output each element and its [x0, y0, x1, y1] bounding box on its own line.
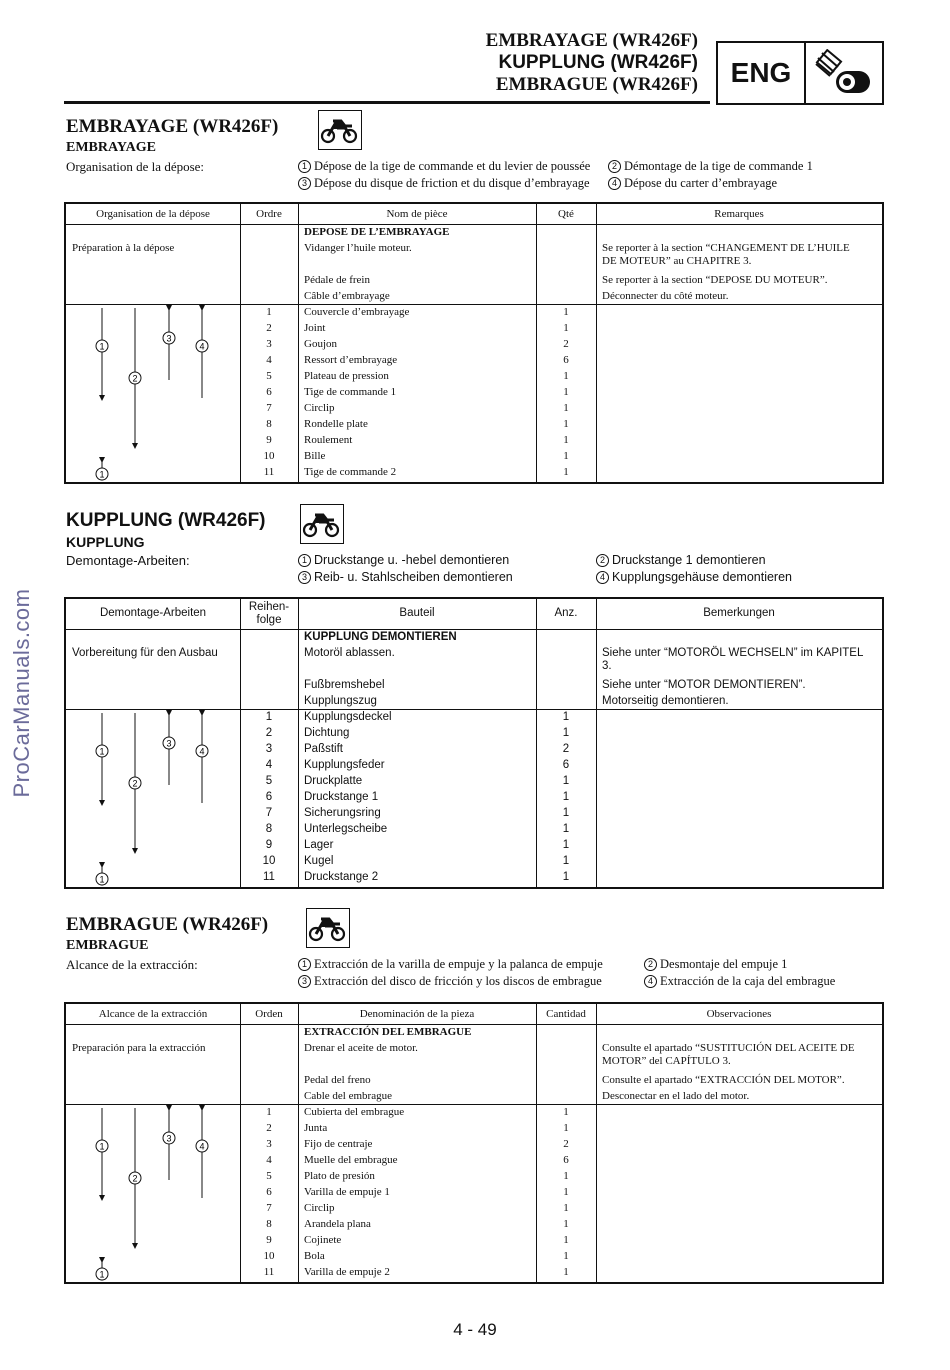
header-rule — [64, 101, 710, 104]
svg-text:3: 3 — [166, 738, 172, 749]
table-prep-remark: Consulte el apartado “SUSTITUCIÓN DEL ACEITE DE — [602, 1042, 855, 1054]
table-header-cell — [298, 607, 536, 620]
table-prep-part: Cable del embrague — [304, 1090, 392, 1102]
table-quantity: 1 — [563, 306, 569, 318]
table-quantity: 1 — [563, 1202, 569, 1214]
table-column-divider — [596, 204, 597, 482]
removal-step — [298, 974, 602, 989]
table-header-text: Qté — [558, 208, 574, 220]
table-quantity: 2 — [563, 338, 569, 350]
arrow-step-label — [163, 737, 175, 749]
table-quantity: 1 — [563, 1218, 569, 1230]
table-header-cell — [240, 208, 298, 221]
table-header-text: Bauteil — [399, 607, 435, 619]
table-order: 11 — [263, 871, 275, 883]
table-quantity: 1 — [563, 466, 569, 478]
table-prep-remark: Déconnecter du côté moteur. — [602, 290, 729, 302]
table-order: 5 — [266, 1170, 272, 1182]
table-quantity: 1 — [563, 1266, 569, 1278]
table-order: 3 — [265, 743, 273, 755]
eng-badge-divider — [804, 43, 806, 103]
table-order: 10 — [263, 450, 275, 462]
table-order: 6 — [265, 791, 273, 803]
svg-text:2: 2 — [132, 1173, 138, 1184]
table-prep-part: Fußbremshebel — [304, 679, 385, 691]
table-column-divider — [298, 1004, 299, 1282]
table-quantity: 1 — [562, 711, 570, 723]
header-title-de: KUPPLUNG (WR426F) — [498, 52, 698, 73]
arrow-step-label — [196, 1140, 208, 1152]
arrow-step-label — [96, 1140, 108, 1152]
table-part-name: Kugel — [304, 855, 334, 867]
table-column-divider — [596, 599, 597, 887]
table-prep-label: Préparation à la dépose — [72, 242, 175, 254]
table-prep-remark: Se reporter à la section “DEPOSE DU MOTEUR”. — [602, 274, 828, 286]
header-titles — [486, 30, 698, 96]
table-part-name: Roulement — [304, 434, 353, 446]
table-order: 8 — [265, 823, 273, 835]
table-quantity: 1 — [563, 418, 569, 430]
table-part-name: Unterlegscheibe — [304, 823, 388, 835]
table-quantity: 1 — [563, 1170, 569, 1182]
table-part-name: Circlip — [304, 1202, 335, 1214]
eng-badge — [716, 41, 884, 105]
table-order: 2 — [265, 727, 273, 739]
table-header-divider — [66, 1024, 882, 1025]
svg-text:1: 1 — [99, 341, 105, 352]
step-number-3: 3 — [298, 571, 311, 584]
table-column-divider — [298, 204, 299, 482]
arrow-step-label — [163, 332, 175, 344]
table-prep-remark: Consulte el apartado “EXTRACCIÓN DEL MOTOR”. — [602, 1074, 845, 1086]
table-quantity: 1 — [563, 450, 569, 462]
table-order: 9 — [266, 434, 272, 446]
table-part-name: Tige de commande 1 — [304, 386, 397, 398]
table-order: 3 — [266, 1138, 272, 1150]
eng-badge-label: ENG — [730, 57, 792, 88]
arrow-step-label — [96, 1268, 108, 1280]
table-prep-remark-cont: DE MOTEUR” au CHAPITRE 3. — [602, 255, 752, 267]
arrow-step-label — [196, 340, 208, 352]
table-order: 9 — [266, 1234, 272, 1246]
table-part-name: Kupplungsdeckel — [304, 711, 392, 723]
table-prep-part: Pedal del freno — [304, 1074, 371, 1086]
table-part-name: Druckplatte — [304, 775, 363, 787]
table-order: 1 — [266, 306, 272, 318]
table-order: 10 — [262, 855, 276, 867]
table-order: 7 — [266, 1202, 272, 1214]
table-order: 5 — [266, 370, 272, 382]
table-part-name: Paßstift — [304, 743, 343, 755]
table-part-name: Dichtung — [304, 727, 350, 739]
section-label: Demontage-Arbeiten: — [66, 553, 190, 568]
table-prep-part: Vidanger l’huile moteur. — [304, 242, 412, 254]
step-text: Extracción del disco de fricción y los discos de embrague — [314, 974, 602, 988]
parts-table — [64, 597, 884, 889]
table-quantity: 1 — [562, 823, 570, 835]
table-order: 2 — [266, 322, 272, 334]
removal-step — [298, 553, 509, 567]
table-part-name: Goujon — [304, 338, 337, 350]
step-number-1: 1 — [298, 160, 311, 173]
removal-order-arrows — [66, 709, 236, 891]
table-prep-remark-cont: MOTOR” del CAPÍTULO 3. — [602, 1055, 731, 1067]
table-quantity: 1 — [563, 386, 569, 398]
arrow-step-label — [129, 372, 141, 384]
table-header-text: Alcance de la extracción — [98, 1008, 208, 1020]
svg-text:4: 4 — [199, 1141, 205, 1152]
table-prep-part: Câble d’embrayage — [304, 290, 390, 302]
step-number-2: 2 — [644, 958, 657, 971]
table-part-name: Fijo de centraje — [304, 1138, 373, 1150]
table-header-text: Reihen- — [248, 601, 290, 613]
table-header-cell — [240, 1008, 298, 1021]
table-quantity: 2 — [563, 1138, 569, 1150]
table-header-text-line2: folge — [256, 614, 282, 626]
table-part-name: Bola — [304, 1250, 325, 1262]
engine-icon — [814, 49, 874, 97]
step-number-1: 1 — [298, 958, 311, 971]
table-order: 4 — [265, 759, 273, 771]
table-quantity: 1 — [562, 839, 570, 851]
step-text: Kupplungsgehäuse demontieren — [612, 570, 792, 584]
table-header-text: Cantidad — [546, 1008, 586, 1020]
svg-text:2: 2 — [132, 373, 138, 384]
table-order: 7 — [266, 402, 272, 414]
table-column-divider — [298, 599, 299, 887]
table-prep-remark: Se reporter à la section “CHANGEMENT DE L’HUILE — [602, 242, 850, 254]
table-header-text: Anz. — [554, 607, 578, 619]
svg-text:1: 1 — [99, 1269, 105, 1280]
step-number-4: 4 — [608, 177, 621, 190]
removal-step — [608, 176, 777, 191]
table-order: 5 — [265, 775, 273, 787]
motorcycle-icon — [318, 110, 362, 150]
table-order: 6 — [266, 386, 272, 398]
watermark: ProCarManuals.com — [9, 588, 34, 798]
table-prep-remark: Siehe unter “MOTOR DEMONTIEREN”. — [602, 679, 806, 691]
table-quantity: 6 — [563, 1154, 569, 1166]
svg-text:4: 4 — [199, 746, 205, 757]
table-quantity: 1 — [562, 791, 570, 803]
arrow-step-label — [96, 340, 108, 352]
table-part-name: Tige de commande 2 — [304, 466, 397, 478]
removal-order-arrows — [66, 304, 236, 486]
svg-text:3: 3 — [166, 1133, 172, 1144]
table-header-text: Demontage-Arbeiten — [99, 607, 207, 619]
removal-step — [298, 159, 590, 174]
table-header-cell — [596, 208, 882, 221]
section-subtitle: EMBRAGUE — [66, 938, 149, 953]
table-quantity: 1 — [563, 322, 569, 334]
table-quantity: 1 — [563, 402, 569, 414]
table-order: 4 — [266, 354, 272, 366]
table-quantity: 6 — [562, 759, 570, 771]
motorcycle-icon — [300, 504, 344, 544]
table-quantity: 1 — [562, 855, 570, 867]
table-prep-label: Preparación para la extracción — [72, 1042, 206, 1054]
section-subtitle: EMBRAYAGE — [66, 140, 156, 155]
table-part-name: Cubierta del embrague — [304, 1106, 405, 1118]
table-order: 1 — [266, 1106, 272, 1118]
table-prep-remark-cont: 3. — [602, 660, 612, 672]
table-header-cell — [536, 208, 596, 221]
removal-order-arrows — [66, 1104, 236, 1286]
header-title-fr: EMBRAYAGE (WR426F) — [485, 30, 698, 51]
table-header-text: Orden — [255, 1008, 283, 1020]
table-quantity: 1 — [563, 1250, 569, 1262]
section-label: Alcance de la extracción: — [66, 957, 198, 972]
svg-text:1: 1 — [99, 746, 105, 757]
table-quantity: 1 — [562, 871, 570, 883]
section-title: EMBRAGUE (WR426F) — [66, 914, 269, 935]
page-number: 4 - 49 — [453, 1320, 497, 1339]
table-quantity: 1 — [563, 1122, 569, 1134]
removal-step — [298, 176, 590, 191]
table-quantity: 1 — [563, 1234, 569, 1246]
table-header-cell — [298, 208, 536, 221]
step-number-3: 3 — [298, 975, 311, 988]
table-header-text: Observaciones — [706, 1008, 772, 1020]
table-quantity: 2 — [562, 743, 570, 755]
table-group-title: KUPPLUNG DEMONTIEREN — [304, 631, 457, 643]
arrow-step-label — [96, 745, 108, 757]
removal-step — [298, 570, 513, 584]
section-title: EMBRAYAGE (WR426F) — [66, 116, 279, 137]
table-prep-label: Vorbereitung für den Ausbau — [72, 647, 218, 659]
parts-table — [64, 202, 884, 484]
arrow-step-label — [96, 873, 108, 885]
section-title: KUPPLUNG (WR426F) — [66, 510, 266, 531]
table-group-title: DEPOSE DE L’EMBRAYAGE — [304, 226, 450, 238]
table-order: 6 — [266, 1186, 272, 1198]
table-part-name: Joint — [304, 322, 326, 334]
table-header-cell — [66, 208, 240, 221]
svg-text:1: 1 — [99, 1141, 105, 1152]
section-subtitle: KUPPLUNG — [66, 534, 145, 550]
table-part-name: Junta — [304, 1122, 328, 1134]
table-part-name: Rondelle plate — [304, 418, 368, 430]
svg-text:3: 3 — [166, 333, 172, 344]
table-part-name: Sicherungsring — [304, 807, 381, 819]
removal-step — [596, 570, 792, 584]
table-part-name: Varilla de empuje 2 — [304, 1266, 390, 1278]
table-quantity: 1 — [562, 807, 570, 819]
table-header-text: Remarques — [714, 208, 764, 220]
table-header-cell — [240, 601, 298, 627]
step-number-1: 1 — [298, 554, 311, 567]
table-order: 8 — [266, 418, 272, 430]
removal-step — [298, 957, 603, 972]
table-header-cell — [596, 1008, 882, 1021]
table-order: 9 — [265, 839, 273, 851]
step-text: Reib- u. Stahlscheiben demontieren — [314, 570, 513, 584]
step-text: Desmontaje del empuje 1 — [660, 957, 788, 971]
arrow-step-label — [129, 777, 141, 789]
table-part-name: Bille — [304, 450, 326, 462]
table-order: 4 — [266, 1154, 272, 1166]
table-prep-part: Pédale de frein — [304, 274, 370, 286]
table-part-name: Ressort d’embrayage — [304, 354, 398, 366]
table-order: 10 — [263, 1250, 275, 1262]
step-text: Druckstange u. -hebel demontieren — [314, 553, 510, 567]
svg-text:2: 2 — [132, 778, 138, 789]
step-number-4: 4 — [644, 975, 657, 988]
table-header-cell — [298, 1008, 536, 1021]
arrow-step-label — [163, 1132, 175, 1144]
table-quantity: 1 — [563, 370, 569, 382]
arrow-step-label — [196, 745, 208, 757]
removal-step — [644, 957, 787, 972]
table-part-name: Couvercle d’embrayage — [304, 306, 410, 318]
table-prep-remark: Motorseitig demontieren. — [602, 695, 729, 707]
table-header-cell — [596, 607, 882, 620]
table-column-divider — [596, 1004, 597, 1282]
section-label: Organisation de la dépose: — [66, 159, 205, 174]
table-part-name: Cojinete — [304, 1234, 342, 1246]
step-text: Druckstange 1 demontieren — [612, 553, 766, 567]
table-quantity: 6 — [563, 354, 569, 366]
table-header-divider — [66, 224, 882, 225]
table-part-name: Lager — [304, 839, 334, 851]
table-header-text: Ordre — [256, 208, 282, 220]
table-part-name: Plato de presión — [304, 1170, 375, 1182]
removal-step — [596, 553, 766, 567]
table-order: 3 — [266, 338, 272, 350]
arrow-step-label — [96, 468, 108, 480]
step-text: Extracción de la varilla de empuje y la palanca de empuje — [314, 957, 603, 971]
table-prep-remark: Desconectar en el lado del motor. — [602, 1090, 750, 1102]
step-text: Extracción de la caja del embrague — [660, 974, 836, 988]
step-number-3: 3 — [298, 177, 311, 190]
table-part-name: Plateau de pression — [304, 370, 389, 382]
table-prep-part: Kupplungszug — [304, 695, 377, 707]
table-quantity: 1 — [562, 727, 570, 739]
table-prep-remark: Siehe unter “MOTORÖL WECHSELN” im KAPITEL — [602, 647, 864, 659]
svg-text:1: 1 — [99, 469, 105, 480]
removal-step — [644, 974, 835, 989]
table-header-cell — [536, 1008, 596, 1021]
svg-text:1: 1 — [99, 874, 105, 885]
arrow-step-label — [129, 1172, 141, 1184]
table-header-cell — [66, 1008, 240, 1021]
table-header-cell — [66, 607, 240, 620]
table-part-name: Druckstange 2 — [304, 871, 379, 883]
step-number-2: 2 — [608, 160, 621, 173]
table-part-name: Varilla de empuje 1 — [304, 1186, 390, 1198]
motorcycle-icon — [306, 908, 350, 948]
header-title-es: EMBRAGUE (WR426F) — [495, 74, 698, 95]
step-text: Dépose du carter d’embrayage — [624, 176, 778, 190]
table-header-text: Bemerkungen — [703, 607, 775, 619]
table-header-divider — [66, 629, 882, 630]
table-quantity: 1 — [563, 1106, 569, 1118]
table-header-text: Denominación de la pieza — [359, 1008, 475, 1020]
svg-text:4: 4 — [199, 341, 205, 352]
removal-step — [608, 159, 813, 174]
parts-table — [64, 1002, 884, 1284]
table-group-title: EXTRACCIÓN DEL EMBRAGUE — [304, 1026, 472, 1038]
step-number-4: 4 — [596, 571, 609, 584]
table-quantity: 1 — [562, 775, 570, 787]
table-part-name: Druckstange 1 — [304, 791, 379, 803]
table-order: 11 — [263, 466, 275, 478]
table-header-text: Nom de pièce — [386, 208, 448, 220]
table-order: 2 — [266, 1122, 272, 1134]
table-order: 7 — [265, 807, 273, 819]
table-part-name: Muelle del embrague — [304, 1154, 398, 1166]
table-header-cell — [536, 607, 596, 620]
table-order: 1 — [265, 711, 273, 723]
table-part-name: Arandela plana — [304, 1218, 371, 1230]
table-order: 11 — [263, 1266, 275, 1278]
step-text: Dépose de la tige de commande et du levier de poussée — [314, 159, 591, 173]
table-header-text: Organisation de la dépose — [96, 208, 210, 220]
table-part-name: Kupplungsfeder — [304, 759, 385, 771]
table-part-name: Circlip — [304, 402, 335, 414]
table-quantity: 1 — [563, 1186, 569, 1198]
step-text: Démontage de la tige de commande 1 — [624, 159, 813, 173]
table-quantity: 1 — [563, 434, 569, 446]
step-text: Dépose du disque de friction et du disque d’embrayage — [314, 176, 590, 190]
step-number-2: 2 — [596, 554, 609, 567]
table-prep-part: Drenar el aceite de motor. — [304, 1042, 418, 1054]
table-prep-part: Motoröl ablassen. — [304, 647, 395, 659]
table-order: 8 — [266, 1218, 272, 1230]
